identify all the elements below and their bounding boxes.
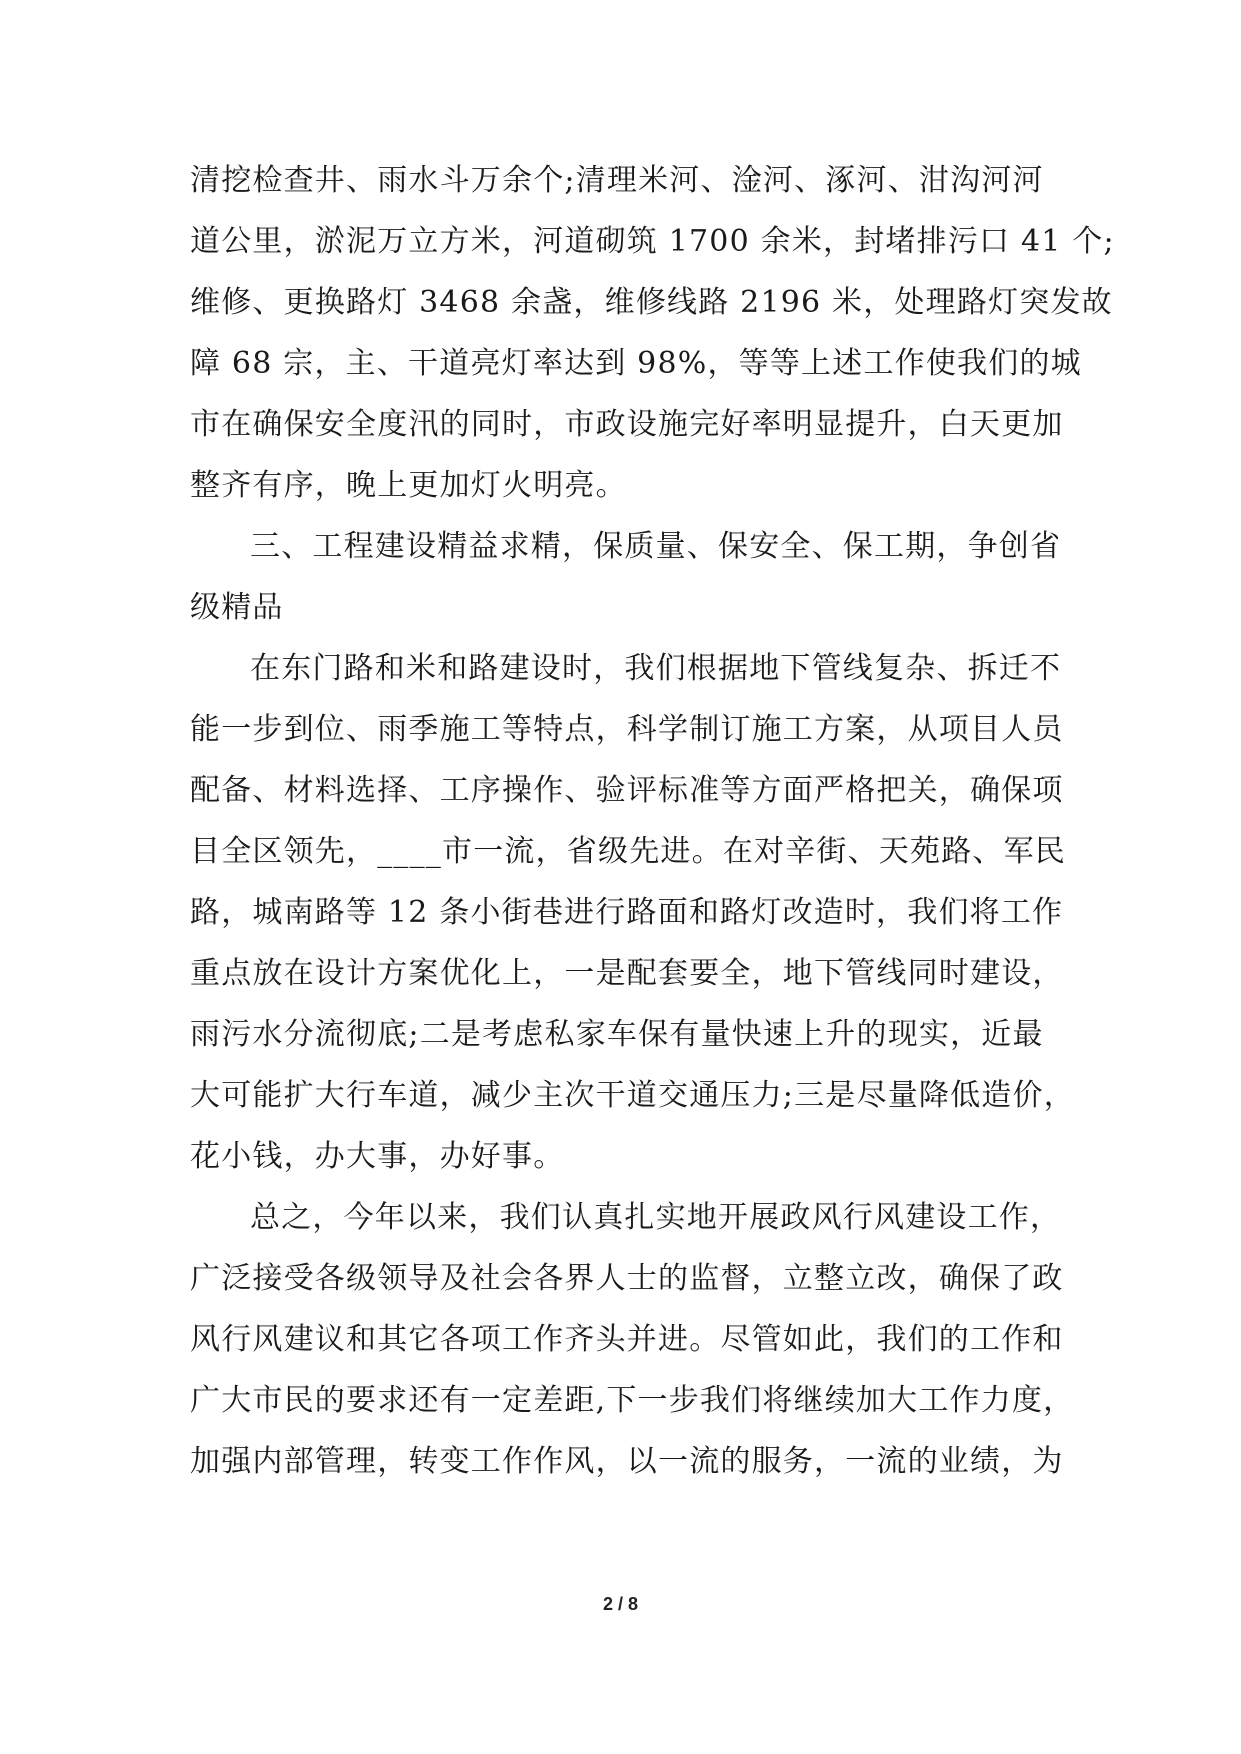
text-line: 路，城南路等 12 条小街巷进行路面和路灯改造时，我们将工作 — [190, 895, 1064, 930]
text-line: 道公里，淤泥万立方米，河道砌筑 1700 余米，封堵排污口 41 个; — [190, 224, 1115, 259]
text-line: 在东门路和米和路建设时，我们根据地下管线复杂、拆迁不 — [250, 651, 1062, 686]
page-number: 2 / 8 — [602, 1594, 639, 1614]
text-line: 大可能扩大行车道，减少主次干道交通压力;三是尽量降低造价， — [190, 1078, 1075, 1113]
document-body — [190, 150, 1115, 1492]
section-heading-line: 三、工程建设精益求精，保质量、保安全、保工期，争创省 — [250, 529, 1062, 564]
text-line: 目全区领先，____市一流，省级先进。在对辛街、天苑路、军民 — [190, 834, 1066, 869]
text-line: 雨污水分流彻底;二是考虑私家车保有量快速上升的现实，近最 — [190, 1017, 1044, 1052]
text-line: 障 68 宗，主、干道亮灯率达到 98%，等等上述工作使我们的城 — [190, 346, 1082, 381]
text-line: 加强内部管理，转变工作作风，以一流的服务，一流的业绩，为 — [190, 1444, 1064, 1479]
text-line: 风行风建议和其它各项工作齐头并进。尽管如此，我们的工作和 — [190, 1322, 1064, 1357]
text-line: 重点放在设计方案优化上，一是配套要全，地下管线同时建设， — [190, 956, 1064, 991]
text-line: 维修、更换路灯 3468 余盏，维修线路 2196 米，处理路灯突发故 — [190, 285, 1113, 320]
text-line: 市在确保安全度汛的同时，市政设施完好率明显提升，白天更加 — [190, 407, 1064, 442]
text-line: 整齐有序，晚上更加灯火明亮。 — [190, 468, 627, 503]
text-line: 花小钱，办大事，办好事。 — [190, 1139, 565, 1174]
section-heading-line: 级精品 — [190, 590, 284, 625]
text-line: 广大市民的要求还有一定差距,下一步我们将继续加大工作力度， — [190, 1383, 1075, 1418]
text-line: 能一步到位、雨季施工等特点，科学制订施工方案，从项目人员 — [190, 712, 1064, 747]
text-line: 总之，今年以来，我们认真扎实地开展政风行风建设工作， — [250, 1200, 1062, 1235]
text-line: 配备、材料选择、工序操作、验评标准等方面严格把关，确保项 — [190, 773, 1064, 808]
text-line: 清挖检查井、雨水斗万余个;清理米河、淦河、涿河、泔沟河河 — [190, 163, 1044, 198]
text-line: 广泛接受各级领导及社会各界人士的监督，立整立改，确保了政 — [190, 1261, 1064, 1296]
